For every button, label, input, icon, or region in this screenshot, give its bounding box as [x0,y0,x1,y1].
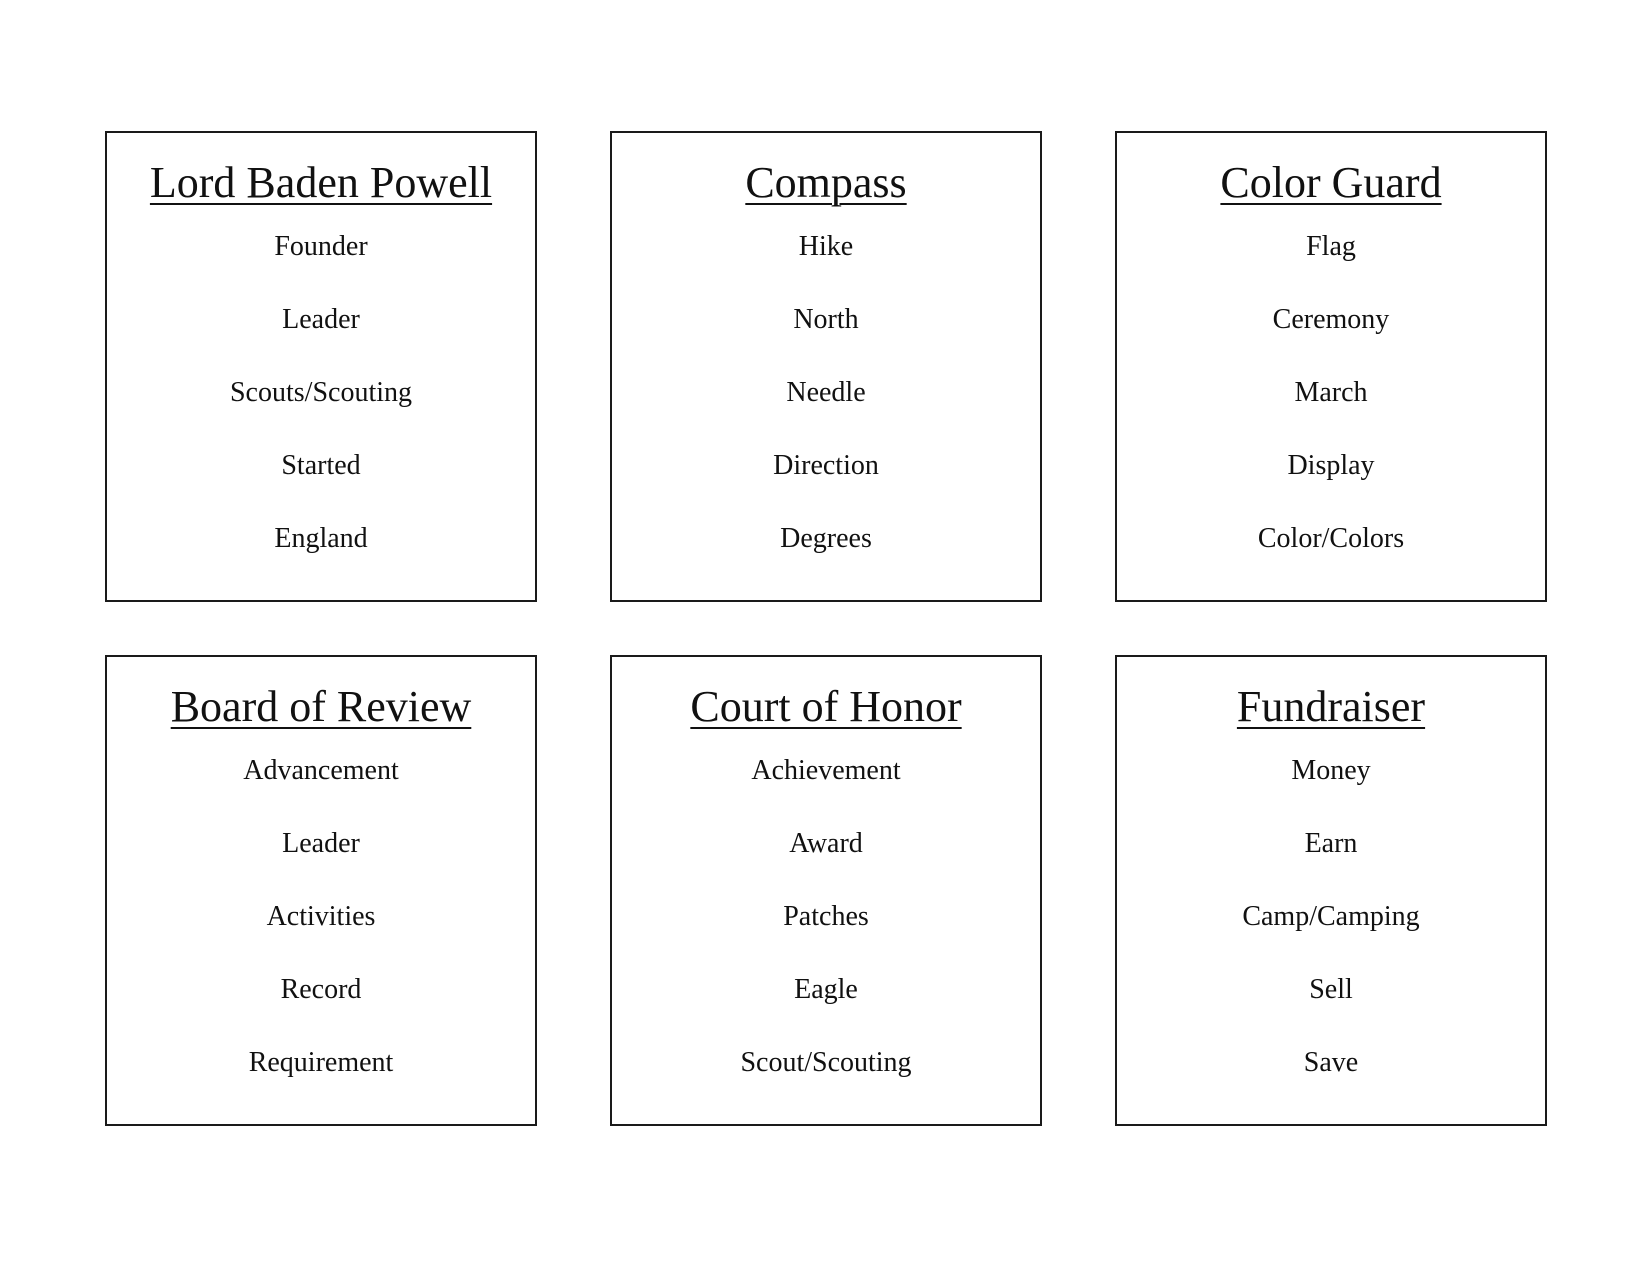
word-list [1117,755,1545,1079]
card-fundraiser [1115,655,1547,1126]
word-item: Display [1287,450,1375,481]
card-court-of-honor [610,655,1042,1126]
word-item: March [1294,377,1368,408]
word-item: Activities [266,901,376,932]
word-item: Money [1291,755,1371,786]
word-item: Leader [282,304,360,335]
word-item: Color/Colors [1257,523,1405,554]
word-item: Degrees [780,523,872,554]
word-item: Scouts/Scouting [229,377,412,408]
word-item: Eagle [794,974,858,1005]
card-lord-baden-powell [105,131,537,602]
card-title: Fundraiser [1236,682,1426,731]
word-list [612,755,1040,1079]
card-color-guard [1115,131,1547,602]
word-item: Ceremony [1272,304,1390,335]
word-item: Founder [274,231,368,262]
card-title: Color Guard [1220,158,1442,207]
word-list [107,231,535,555]
card-board-of-review [105,655,537,1126]
word-item: Sell [1309,974,1353,1005]
word-list [107,755,535,1079]
word-item: Record [280,974,362,1005]
card-title: Court of Honor [690,682,962,731]
card-title: Board of Review [170,682,472,731]
word-item: Requirement [248,1047,394,1078]
word-item: Camp/Camping [1242,901,1420,932]
word-item: Advancement [243,755,399,786]
card-compass [610,131,1042,602]
word-item: Patches [783,901,869,932]
card-title: Lord Baden Powell [149,158,493,207]
word-item: Save [1303,1047,1359,1078]
word-item: Flag [1306,231,1356,262]
word-item: Achievement [751,755,901,786]
card-title: Compass [745,158,907,207]
word-item: Earn [1304,828,1358,859]
word-item: Hike [798,231,854,262]
word-item: Direction [773,450,879,481]
word-item: North [793,304,859,335]
word-item: Needle [786,377,866,408]
word-item: Award [789,828,863,859]
word-item: Started [281,450,361,481]
word-list [612,231,1040,555]
word-item: Leader [282,828,360,859]
word-item: Scout/Scouting [740,1047,912,1078]
word-list [1117,231,1545,555]
word-item: England [274,523,368,554]
